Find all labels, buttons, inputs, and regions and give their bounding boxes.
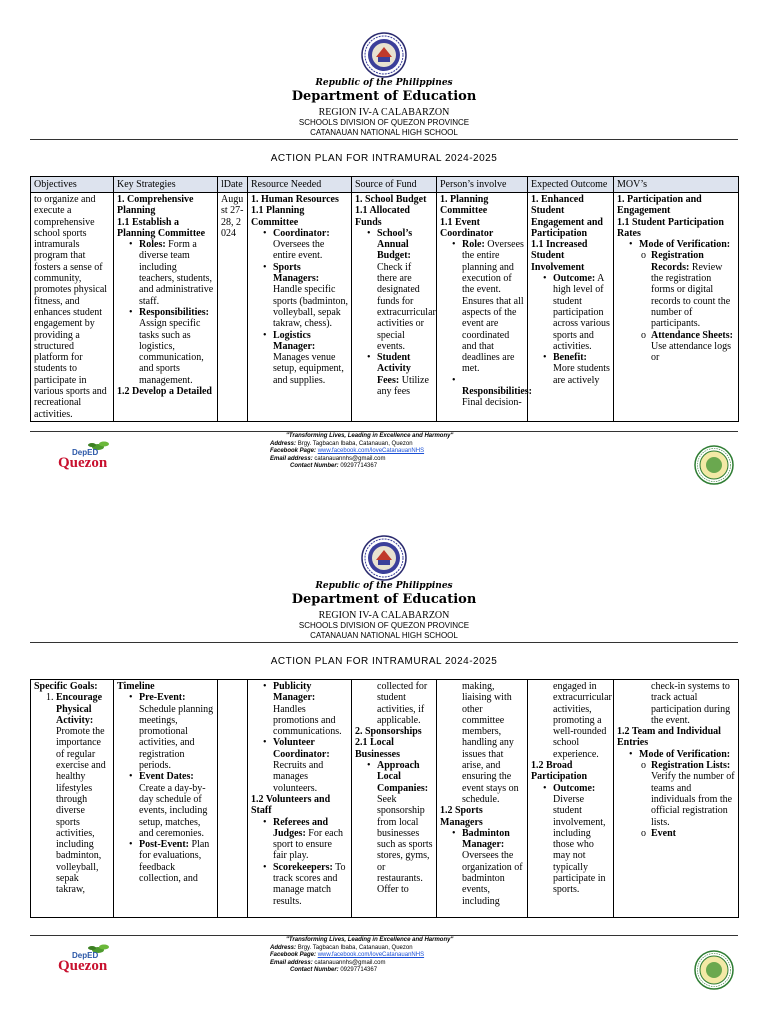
deped-quezon-logo-icon <box>54 438 114 472</box>
col-header-date: lDate <box>218 177 248 193</box>
bullet-label: Approach Local Companies: <box>377 760 429 794</box>
bullet-label: Sports Managers: <box>273 261 320 285</box>
col-header-persons: Person’s involve <box>437 177 528 193</box>
cell-strategies: 1. Comprehensive Planning 1.1 Establish a Planning Committee • Roles: Form a diverse team including teachers, students, and administrative staff. • Responsibilities: Assign specific tasks such as logistics, communication, and sports management. 1.2 Develop a Detailed <box>114 193 218 422</box>
cell-resources: • Publicity Manager: Handles promotions and communications. • Volunteer Coordinator: Recruits and manages volunteers. 1.2 Volunteers and Staff • Referees and Judges: For each sport to ensure fair play. • Scorekeepers: To track scores and manage match results. <box>248 680 352 918</box>
action-plan-table <box>30 176 739 422</box>
sub-bullet-label: Registration Records: <box>651 250 704 273</box>
cell-strategies: Timeline • Pre-Event: Schedule planning meetings, promotional activities, and registration periods. • Event Dates: Create a day-by-day schedule of events, including setup, matches, and ceremonies. • Post-Event: Plan for evaluations, feedback collection, and <box>114 680 218 918</box>
deped-seal-icon <box>361 32 407 78</box>
table-row <box>31 680 739 918</box>
bullet-text: Oversees the entire event. <box>273 239 325 262</box>
cell-resources: 1. Human Resources 1.1 Planning Committee • Coordinator: Oversees the entire event. • Sports Managers: Handle specific sports (badminton, volleyball, sepak takraw, chess). • Logistics Manager: Manages venue setup, equipment, and supplies. <box>248 193 352 422</box>
bullet-text: Handle specific sports (badminton, volleyball, sepak takraw, chess). <box>273 284 348 330</box>
table-row <box>31 193 739 422</box>
col-header-resources: Resource Needed <box>248 177 352 193</box>
cell-objectives <box>31 193 114 422</box>
cell-persons: making, liaising with other committee members, handling any issues that arise, and ensuring the event stays on schedule. 1.2 Sports Managers • Badminton Manager: Oversees the organization of badminton events, including <box>437 680 528 918</box>
bullet-text: Create a day-by-day schedule of events, including setup, matches, and ceremonies. <box>139 782 208 839</box>
logo-small-text: DepED <box>72 951 99 960</box>
bullet-text: Form a diverse team including teachers, students, and administrative staff. <box>139 239 214 307</box>
sub-bullet-text: Review the registration forms or digital records to count the number of participants. <box>651 261 731 330</box>
movs-heading: 1. Participation and Engagement <box>617 194 702 217</box>
bullet-label: Volunteer Coordinator: <box>273 737 330 760</box>
bullet-label: Event Dates: <box>139 771 194 783</box>
bullet-text: Oversees the organization of badminton events, including <box>462 850 523 907</box>
bullet-text: Diverse student involvement, including those who may not typically participate in sports. <box>553 793 606 896</box>
date-text <box>221 681 244 916</box>
bullet-label: Scorekeepers: <box>273 861 333 873</box>
bullet-label: Benefit: <box>553 352 587 364</box>
header-divider <box>30 139 738 140</box>
fund-subheading: 1.1 Allocated Funds <box>355 205 410 228</box>
footer-email: catanauannhs@gmail.com <box>314 959 386 966</box>
sub-bullet-text: Use attendance logs or <box>651 340 731 364</box>
bullet-text: Manages venue setup, equipment, and supplies. <box>273 352 344 386</box>
region-heading: REGION IV-A CALABARZON <box>318 610 450 621</box>
objectives-heading: Specific Goals: <box>34 681 98 692</box>
footer-contact-block <box>270 433 530 471</box>
footer-motto: "Transforming Lives, Leading in Excellence and Harmony" <box>286 937 454 943</box>
footer-email: catanauannhs@gmail.com <box>314 455 386 462</box>
col-header-strategies: Key Strategies <box>114 177 218 193</box>
cell-outcome: engaged in extracurricular activities, promoting a well-rounded school experience. 1.2 Broad Participation • Outcome: Diverse student involvement, including those who may not typically participate in sports. <box>528 680 614 918</box>
sub-bullet-label: Registration Lists: <box>651 760 731 772</box>
school-seal-icon <box>694 950 734 990</box>
fund-heading: 1. School Budget <box>355 194 427 205</box>
strategy-subheading: 1.1 Establish a Planning Committee <box>117 216 206 239</box>
bullet-text: Recruits and manages volunteers. <box>273 760 324 794</box>
footer-divider <box>30 935 738 936</box>
bullet-text: Plan for evaluations, feedback collection, and <box>139 839 210 885</box>
logo-text: Quezon <box>58 958 108 974</box>
strategy-heading: Timeline <box>117 681 155 692</box>
bullet-label: Badminton Manager: <box>462 827 510 851</box>
bullet-label: Publicity Manager: <box>273 681 316 704</box>
footer-contact-label: Contact Number: <box>290 967 339 973</box>
bullet-label: Responsibilities: <box>139 306 210 318</box>
bullet-label: Roles: <box>139 239 166 251</box>
cell-date <box>218 193 248 422</box>
persons-subheading: 1.2 Sports Managers <box>440 805 483 828</box>
bullet-label: Mode of Verification: <box>639 239 731 251</box>
fund-heading: 2. Sponsorships <box>355 726 422 738</box>
bullet-label: Outcome: <box>553 273 596 285</box>
bullet-text: Utilize any fees <box>377 374 429 398</box>
sub-bullet-label: Attendance Sheets: <box>651 329 733 341</box>
division-heading: SCHOOLS DIVISION OF QUEZON PROVINCE <box>298 621 470 630</box>
plan-title: ACTION PLAN FOR INTRAMURAL 2024-2025 <box>270 656 498 667</box>
header-divider <box>30 642 738 643</box>
deped-quezon-logo-icon <box>54 941 114 975</box>
fund-subheading: 2.1 Local Businesses <box>355 737 401 760</box>
footer-email-label: Email address: <box>270 455 313 462</box>
footer-facebook-link[interactable]: www.facebook.com/loveCatanauanNHS <box>317 952 425 958</box>
bullet-label: Coordinator: <box>273 227 330 239</box>
col-header-fund: Source of Fund <box>352 177 437 193</box>
fund-continued-text: collected for student activities, if applicable. <box>377 681 428 726</box>
persons-heading: 1. Planning Committee <box>440 194 489 217</box>
department-heading: Department of Education <box>291 89 477 104</box>
bullet-label: Role: <box>462 239 485 251</box>
footer-contact-label: Contact Number: <box>290 463 339 469</box>
bullet-text: A high level of student participation across various sports and activities. <box>553 273 610 352</box>
cell-date <box>218 680 248 918</box>
cell-persons: 1. Planning Committee 1.1 Event Coordinator • Role: Oversees the entire planning and execution of the event. Ensures that all aspects of the event are coordinated and that deadlines are met. •Responsibilities: Final decision- <box>437 193 528 422</box>
outcome-heading: 1. Enhanced Student Engagement and Participation <box>531 194 603 239</box>
plan-title: ACTION PLAN FOR INTRAMURAL 2024-2025 <box>270 153 498 164</box>
footer-address-label: Address: <box>270 440 297 447</box>
division-heading: SCHOOLS DIVISION OF QUEZON PROVINCE <box>298 118 470 127</box>
strategy-heading: 1. Comprehensive Planning <box>117 194 194 217</box>
resource-subheading: 1.2 Volunteers and Staff <box>251 793 331 817</box>
col-header-movs: MOV’s <box>614 177 739 193</box>
logo-text: Quezon <box>58 455 108 471</box>
republic-heading: Republic of the Philippines <box>315 78 453 88</box>
footer-contact: 09297714367 <box>340 463 378 469</box>
bullet-label: Pre-Event: <box>139 692 186 704</box>
resource-subheading: 1.1 Planning Committee <box>251 205 305 228</box>
cell-movs: 1. Participation and Engagement 1.1 Student Participation Rates • Mode of Verification: o Registration Records: Review the registration forms or digital records to count the number of participants. o Attendance Sheets: Use attendance logs or <box>614 193 739 422</box>
cell-movs: check-in systems to track actual participation during the event. 1.2 Team and Individual Entries • Mode of Verification: o Registration Lists: Verify the number of teams and individuals from the official registration lists. o Event <box>614 680 739 918</box>
persons-subheading: 1.1 Event Coordinator <box>440 216 494 239</box>
outcome-subheading: 1.1 Increased Student Involvement <box>531 239 588 273</box>
movs-subheading: 1.1 Student Participation Rates <box>617 216 724 239</box>
movs-continued-text: check-in systems to track actual participation during the event. <box>651 681 731 726</box>
sub-bullet-text: Verify the number of teams and individuals from the official registration lists. <box>651 771 735 828</box>
cell-outcome: 1. Enhanced Student Engagement and Participation 1.1 Increased Student Involvement • Outcome: A high level of student participation across various sports and activities. • Benefit: More students are actively <box>528 193 614 422</box>
footer-address-label: Address: <box>270 944 297 951</box>
bullet-text: Handles promotions and communications. <box>273 703 342 738</box>
bullet-text: Final decision- <box>462 397 522 409</box>
bullet-text: Assign specific tasks such as logistics, communication, and sports management. <box>139 318 204 386</box>
bullet-label: School’s Annual Budget: <box>377 227 413 262</box>
footer-facebook-label: Facebook Page: <box>270 448 317 454</box>
action-plan-table <box>30 679 739 918</box>
movs-subheading: 1.2 Team and Individual Entries <box>617 726 721 749</box>
school-heading: CATANAUAN NATIONAL HIGH SCHOOL <box>310 631 458 640</box>
footer-motto: "Transforming Lives, Leading in Excellence and Harmony" <box>286 433 454 439</box>
school-heading: CATANAUAN NATIONAL HIGH SCHOOL <box>310 128 458 137</box>
department-heading: Department of Education <box>291 592 477 607</box>
bullet-text: Schedule planning meetings, promotional activities, and registration periods. <box>139 703 214 772</box>
region-heading: REGION IV-A CALABARZON <box>318 107 450 118</box>
footer-divider <box>30 431 738 432</box>
bullet-label: Referees and Judges: <box>273 816 329 839</box>
bullet-text: Seek sponsorship from local businesses such as sports stores, gyms, or restaurants. Offer to <box>377 793 433 896</box>
bullet-label: Outcome: <box>553 782 596 794</box>
document-page-2 <box>0 503 768 1015</box>
bullet-label: Mode of Verification: <box>639 748 731 760</box>
cell-fund: collected for student activities, if applicable. 2. Sponsorships 2.1 Local Businesses • Approach Local Companies: Seek sponsorship from local businesses such as sports stores, gyms, or restaurants. Offer to <box>352 680 437 918</box>
date-text: August 27-28, 2024 <box>221 194 244 239</box>
sub-bullet-label: Event <box>651 827 676 839</box>
col-header-outcome: Expected Outcome <box>528 177 614 193</box>
bullet-label: Responsibilities: <box>462 386 533 398</box>
deped-seal-icon <box>361 535 407 581</box>
objectives-text: to organize and execute a comprehensive school sports intramurals program that fosters a sense of community, promotes physical fitness, and enhances student engagement by providing a structured platform for students to participate in various sports and recreational activities. <box>34 194 108 420</box>
outcome-continued-text: engaged in extracurricular activities, promoting a well-rounded school experience. <box>553 681 612 760</box>
bullet-text: More students are actively <box>553 363 610 386</box>
bullet-text: For each sport to ensure fair play. <box>273 827 344 862</box>
bullet-label: Student Activity Fees: <box>377 352 411 386</box>
logo-small-text: DepED <box>72 448 99 457</box>
footer-email-label: Email address: <box>270 959 313 966</box>
resource-heading: 1. Human Resources <box>251 194 339 205</box>
footer-address: Brgy. Tagbacan Ibaba, Catanauan, Quezon <box>297 440 413 447</box>
bullet-label: Logistics Manager: <box>273 329 316 352</box>
bullet-text: Check if there are designated funds for extracurricular activities or special events. <box>377 261 436 352</box>
strategy-subheading: 1.2 Develop a Detailed <box>117 386 212 398</box>
footer-address: Brgy. Tagbacan Ibaba, Catanauan, Quezon <box>297 944 413 951</box>
footer-contact: 09297714367 <box>340 967 378 973</box>
outcome-subheading: 1.2 Broad Participation <box>531 760 588 783</box>
footer-facebook-label: Facebook Page: <box>270 952 317 958</box>
numbered-item-label: Encourage Physical Activity: <box>56 692 103 726</box>
cell-objectives: Specific Goals: 1. Encourage Physical Activity: Promote the importance of regular exercise and healthy lifestyles through diverse sports activities, including badminton, volleyball, sepak takraw, <box>31 680 114 918</box>
persons-continued-text: making, liaising with other committee members, handling any issues that arise, and ensuring the event stays on schedule. <box>462 681 519 805</box>
bullet-text: To track scores and manage match results. <box>273 861 346 907</box>
table-header-row <box>31 177 739 193</box>
bullet-text: Oversees the entire planning and execution of the event. Ensures that all aspects of the event are coordinated and that deadlines are met. <box>462 239 524 375</box>
col-header-objectives: Objectives <box>31 177 114 193</box>
republic-heading: Republic of the Philippines <box>315 581 453 591</box>
footer-facebook-link[interactable]: www.facebook.com/loveCatanauanNHS <box>317 448 425 454</box>
footer-contact-block <box>270 937 530 975</box>
cell-fund: 1. School Budget 1.1 Allocated Funds • School’s Annual Budget: Check if there are designated funds for extracurricular activities or special events. • Student Activity Fees: Utilize any fees <box>352 193 437 422</box>
numbered-item-text: Promote the importance of regular exercise and healthy lifestyles through diverse sports activities, including badminton, volleyball, sepak takraw, <box>56 726 106 896</box>
bullet-label: Post-Event: <box>139 839 189 851</box>
school-seal-icon <box>694 445 734 485</box>
